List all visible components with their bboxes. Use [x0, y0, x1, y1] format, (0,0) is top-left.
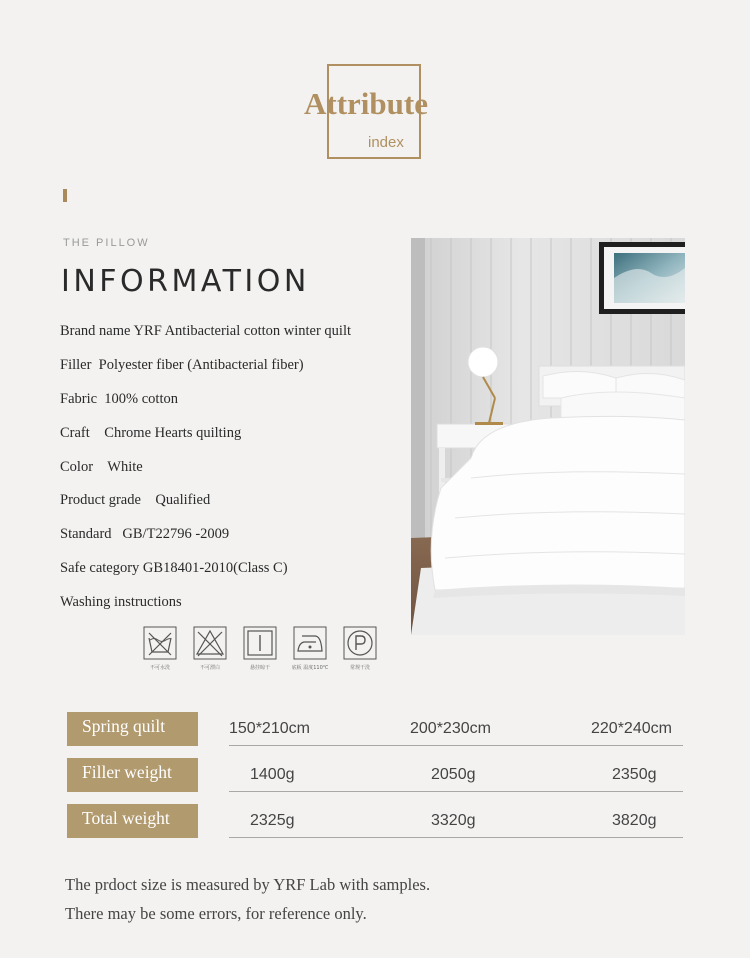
- spec-value: 150*210cm: [229, 720, 310, 737]
- wash-icon-item: [293, 626, 327, 671]
- spec-value: 1400g: [250, 766, 295, 783]
- attribute-color: Color White: [60, 458, 143, 475]
- spec-label: Spring quilt: [67, 712, 198, 746]
- spec-value: 2325g: [250, 812, 295, 829]
- attribute-safe-category: Safe category GB18401-2010(Class C): [60, 560, 288, 577]
- spec-row-total-weight: [67, 804, 687, 838]
- bedroom-photo: [411, 238, 685, 635]
- spec-values: [229, 712, 683, 746]
- attribute-grade: Product grade Qualified: [60, 492, 211, 509]
- footnote: [65, 870, 430, 928]
- spec-value: 3320g: [431, 812, 476, 829]
- hang-dry-icon: [243, 626, 277, 660]
- dry-clean-p-icon: [343, 626, 377, 660]
- footnote-line: The prdoct size is measured by YRF Lab with samples.: [65, 875, 431, 894]
- spec-values: [229, 804, 683, 838]
- logo-title: Attribute: [304, 86, 428, 121]
- spec-row-size: [67, 712, 687, 746]
- wash-label: 悬挂晾干: [249, 665, 270, 671]
- attribute-filler: Filler Polyester fiber (Antibacterial fiber): [60, 356, 304, 373]
- wash-icon-item: [243, 626, 277, 671]
- spec-label: Filler weight: [67, 758, 198, 792]
- section-eyebrow: THE PILLOW: [63, 237, 150, 249]
- bedroom-image-icon: [411, 238, 685, 635]
- attribute-fabric: Fabric 100% cotton: [60, 390, 178, 407]
- wash-label: 不可漂白: [199, 665, 220, 671]
- attribute-brand: Brand name YRF Antibacterial cotton winter quilt: [60, 323, 352, 339]
- spec-value: 220*240cm: [591, 720, 672, 737]
- logo-subtitle: index: [368, 134, 404, 151]
- spec-value: 2350g: [612, 766, 657, 783]
- wash-label: 底板 温度110℃: [291, 665, 329, 671]
- wash-icon-item: [193, 626, 227, 671]
- spec-value: 200*230cm: [410, 720, 491, 737]
- attribute-craft: Craft Chrome Hearts quilting: [60, 424, 242, 441]
- spec-label: Total weight: [67, 804, 198, 838]
- wash-label: 常规干洗: [349, 665, 370, 671]
- washing-icons: [143, 626, 377, 671]
- spec-values: [229, 758, 683, 792]
- no-wash-icon: [143, 626, 177, 660]
- wash-icon-item: [343, 626, 377, 671]
- attribute-standard: Standard GB/T22796 -2009: [60, 526, 230, 543]
- wash-icon-item: [143, 626, 177, 671]
- no-bleach-icon: [193, 626, 227, 660]
- attribute-list: [60, 320, 400, 625]
- spec-row-filler-weight: [67, 758, 687, 792]
- attribute-washing: Washing instructions: [60, 594, 182, 611]
- section-marker: [63, 189, 67, 202]
- iron-low-icon: [293, 626, 327, 660]
- footnote-line: There may be some errors, for reference only.: [65, 904, 367, 923]
- wash-label: 不可水洗: [149, 665, 170, 671]
- spec-value: 3820g: [612, 812, 657, 829]
- section-heading: INFORMATION: [61, 264, 310, 299]
- spec-value: 2050g: [431, 766, 476, 783]
